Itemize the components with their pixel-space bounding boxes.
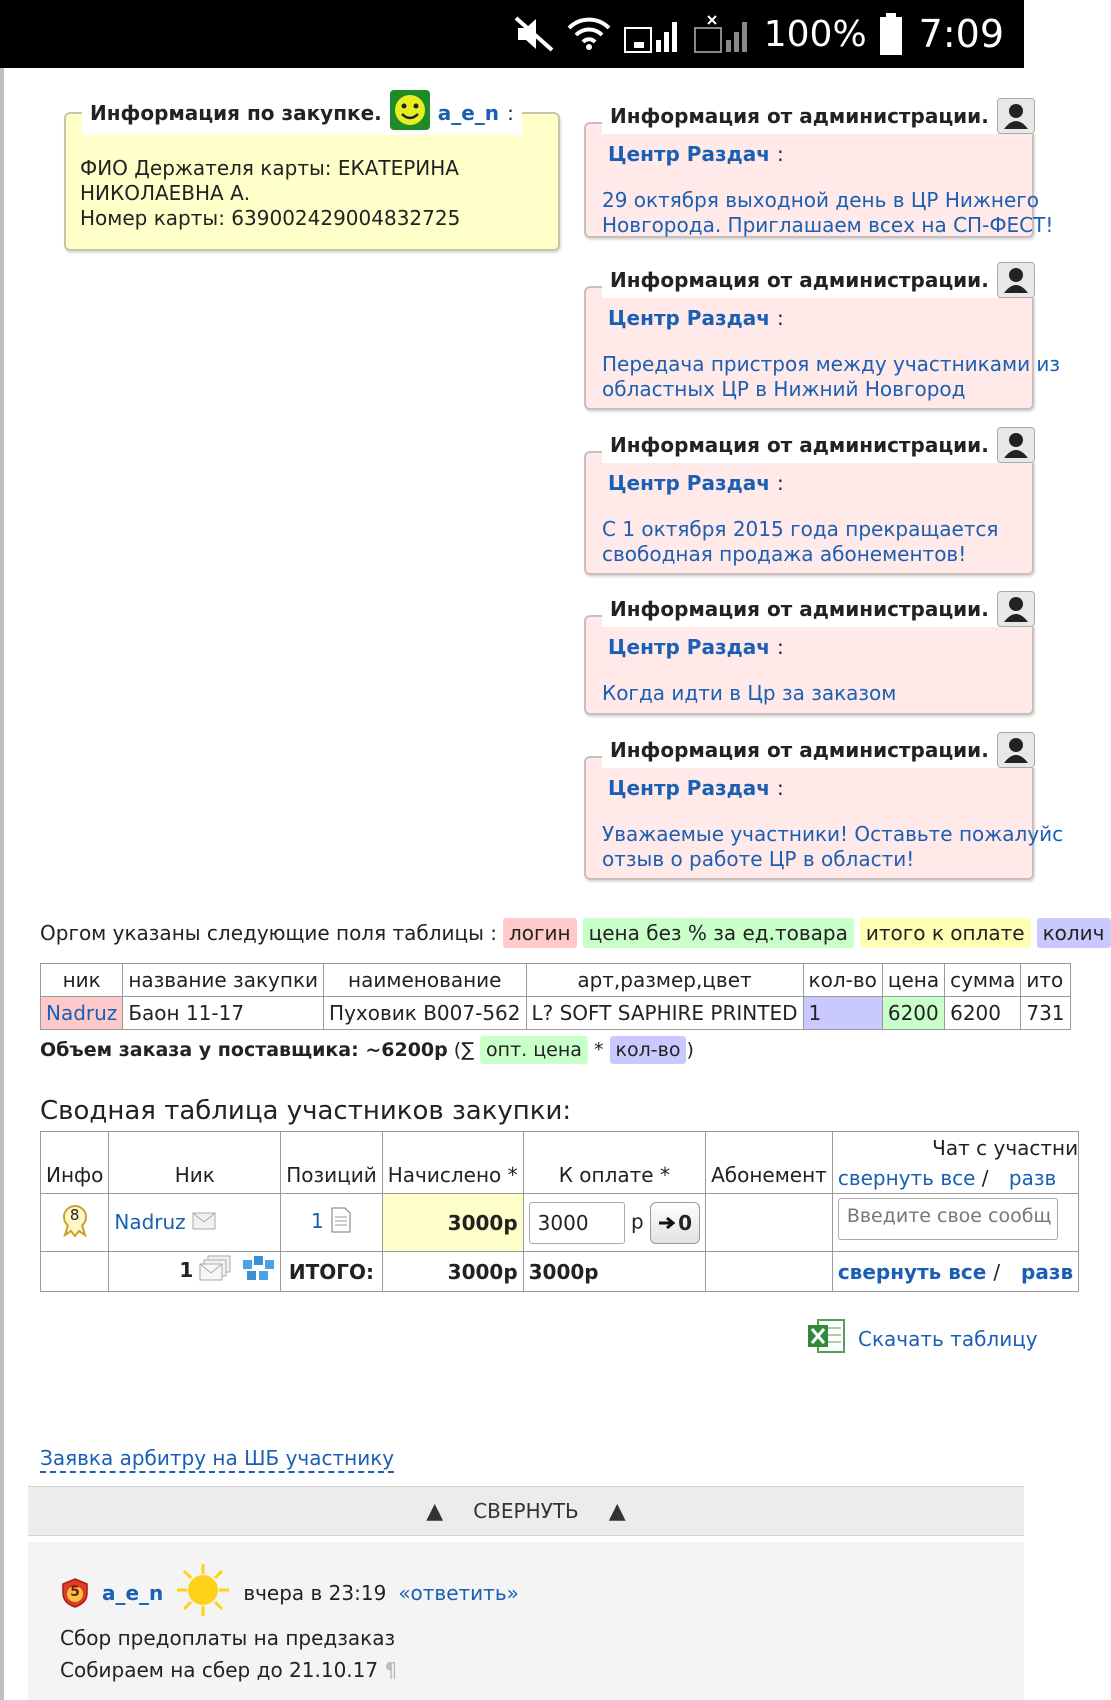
expand-all-link-bottom[interactable]: разв bbox=[1021, 1259, 1074, 1284]
admin-notice-title: Информация от администрации. bbox=[610, 433, 989, 457]
comment-reply-link[interactable]: «ответить» bbox=[398, 1580, 519, 1605]
admin-user-icon bbox=[997, 591, 1035, 627]
comment-time: вчера в 23:19 bbox=[243, 1580, 387, 1605]
collapse-all-link-bottom[interactable]: свернуть все bbox=[837, 1259, 987, 1284]
admin-notice-text-line-2[interactable]: Новгорода. Приглашаем всех на СП-ФЕСТ! bbox=[602, 213, 1054, 237]
admin-notice-text-line-2[interactable]: отзыв о работе ЦР в области! bbox=[602, 847, 915, 871]
orders-cell-article: L? SOFT SAPHIRE PRINTED bbox=[526, 997, 803, 1030]
comment-line-2-row bbox=[60, 1658, 397, 1682]
rank-shield-value: 5 bbox=[70, 1583, 80, 1600]
signal-sim2-icon bbox=[694, 14, 752, 54]
admin-notice-5 bbox=[584, 738, 1064, 880]
summary-total-empty bbox=[41, 1252, 109, 1292]
admin-notice-2 bbox=[584, 268, 1061, 410]
card-holder-line-1: ФИО Держателя карты: ЕКАТЕРИНА bbox=[80, 156, 459, 180]
set-zero-button[interactable] bbox=[650, 1202, 700, 1244]
orders-header-row bbox=[41, 964, 1071, 997]
comment-line-2: Собираем на сбер до 21.10.17 bbox=[60, 1658, 379, 1682]
summary-total-chat: свернуть все / разв bbox=[832, 1252, 1078, 1292]
signal-sim1-icon bbox=[624, 14, 682, 54]
summary-header-row bbox=[41, 1132, 1079, 1194]
summary-total-charged: 3000р bbox=[382, 1252, 523, 1292]
admin-user-icon bbox=[997, 98, 1035, 134]
admin-notice-legend bbox=[602, 98, 1043, 134]
orders-cell-purchase: Баон 11-17 bbox=[123, 997, 324, 1030]
group-users-icon[interactable] bbox=[241, 1254, 275, 1289]
admin-notice-legend bbox=[602, 732, 1043, 768]
summary-total-count-cell bbox=[109, 1252, 281, 1292]
admin-user-icon bbox=[997, 427, 1035, 463]
arrow-right-icon bbox=[658, 1215, 678, 1231]
card-number-line: Номер карты: 639002429004832725 bbox=[80, 206, 461, 230]
admin-notice-4 bbox=[584, 597, 1034, 715]
field-tag-login: логин bbox=[503, 918, 577, 948]
admin-notice-legend bbox=[602, 591, 1043, 627]
download-table-link[interactable]: Скачать таблицу bbox=[858, 1326, 1038, 1351]
admin-notice-legend bbox=[602, 262, 1043, 298]
summary-cell-charged: 3000р bbox=[382, 1194, 523, 1252]
summary-col-to-pay: К оплате * bbox=[523, 1132, 705, 1194]
table-fields-legend bbox=[40, 918, 1111, 948]
summary-cell-subscription bbox=[706, 1194, 833, 1252]
purchase-info-box bbox=[64, 100, 560, 251]
orders-col-nick: ник bbox=[41, 964, 123, 997]
admin-user-icon bbox=[997, 732, 1035, 768]
mass-mail-icon[interactable] bbox=[200, 1255, 234, 1288]
rating-badge-icon[interactable] bbox=[58, 1203, 92, 1237]
summary-table bbox=[40, 1131, 1079, 1292]
mute-icon bbox=[514, 16, 554, 52]
summary-cell-nick bbox=[109, 1194, 281, 1252]
card-holder-line-2: НИКОЛАЕВНА А. bbox=[80, 181, 251, 205]
orders-col-total: ито bbox=[1021, 964, 1070, 997]
arbiter-request-link[interactable]: Заявка арбитру на ШБ участнику bbox=[40, 1446, 394, 1473]
collapse-label[interactable]: СВЕРНУТЬ bbox=[473, 1499, 579, 1523]
battery-percent: 100% bbox=[763, 13, 867, 55]
summary-total-subscription bbox=[706, 1252, 833, 1292]
smiley-avatar-icon[interactable] bbox=[390, 90, 430, 135]
summary-cell-to-pay bbox=[523, 1194, 705, 1252]
admin-notice-text-line-1[interactable]: С 1 октября 2015 года прекращается bbox=[602, 517, 999, 541]
admin-notice-text-line-2[interactable]: свободная продажа абонементов! bbox=[602, 542, 967, 566]
fields-legend-prefix: Оргом указаны следующие поля таблицы : bbox=[40, 921, 498, 945]
volume-formula-times: * bbox=[593, 1039, 604, 1061]
comment-author-link[interactable]: a_e_n bbox=[102, 1580, 164, 1605]
admin-notice-author-link[interactable]: Центр Раздач bbox=[608, 142, 770, 166]
admin-notice-author: Центр Раздач : bbox=[608, 142, 784, 166]
summary-col-info: Инфо bbox=[41, 1132, 109, 1194]
orders-col-qty: кол-во bbox=[803, 964, 882, 997]
summary-total-row bbox=[41, 1252, 1079, 1292]
orders-cell-total: 731 bbox=[1021, 997, 1070, 1030]
summary-total-paid: 3000р bbox=[523, 1252, 705, 1292]
excel-icon[interactable] bbox=[808, 1318, 846, 1359]
admin-notice-3 bbox=[584, 433, 1034, 575]
comment-line-1: Сбор предоплаты на предзаказ bbox=[60, 1626, 396, 1650]
admin-notice-title: Информация от администрации. bbox=[610, 268, 989, 292]
summary-total-count: 1 bbox=[179, 1258, 194, 1282]
status-bar bbox=[0, 0, 1024, 68]
summary-col-nick: Ник bbox=[109, 1132, 281, 1194]
clock: 7:09 bbox=[918, 12, 1004, 56]
summary-title: Сводная таблица участников закупки: bbox=[40, 1096, 572, 1126]
summary-cell-positions bbox=[281, 1194, 383, 1252]
orders-table bbox=[40, 963, 1071, 1030]
comment-item bbox=[28, 1542, 1024, 1700]
admin-notice-title: Информация от администрации. bbox=[610, 104, 989, 128]
field-tag-price: цена без % за ед.товара bbox=[583, 918, 854, 948]
admin-notice-1 bbox=[584, 104, 1054, 238]
summary-cell-chat bbox=[832, 1194, 1078, 1252]
summary-chat-title: Чат с участни bbox=[932, 1135, 1079, 1160]
set-zero-label: 0 bbox=[678, 1210, 693, 1235]
admin-notice-text-line-1[interactable]: Передача пристроя между участниками из bbox=[602, 352, 1061, 376]
pilcrow-icon[interactable]: ¶ bbox=[384, 1658, 398, 1682]
admin-notice-text-line-1[interactable]: 29 октября выходной день в ЦР Нижнего bbox=[602, 188, 1039, 212]
field-tag-total: итого к оплате bbox=[860, 918, 1031, 948]
admin-notice-author: Центр Раздач : bbox=[608, 306, 784, 330]
summary-col-positions: Позиций bbox=[281, 1132, 383, 1194]
triangle-up-icon: ▲ bbox=[608, 1498, 626, 1524]
orders-col-purchase: название закупки bbox=[123, 964, 324, 997]
chat-message-input[interactable]: Введите свое сообщ bbox=[838, 1198, 1058, 1240]
admin-notice-text-line-1[interactable]: Когда идти в Цр за заказом bbox=[602, 681, 897, 705]
admin-notice-text-line-1[interactable]: Уважаемые участники! Оставьте пожалуйс bbox=[602, 822, 1064, 846]
summary-col-chat bbox=[832, 1132, 1078, 1194]
purchase-info-author-link[interactable]: a_e_n bbox=[437, 100, 500, 125]
volume-tag-qty: кол-во bbox=[610, 1036, 687, 1064]
summary-col-subscription: Абонемент bbox=[706, 1132, 833, 1194]
supplier-volume bbox=[40, 1036, 694, 1064]
volume-tag-opt-price: опт. цена bbox=[480, 1036, 588, 1064]
summary-cell-info bbox=[41, 1194, 109, 1252]
admin-notice-author-link[interactable]: Центр Раздач bbox=[608, 471, 770, 495]
volume-formula-open: (∑ bbox=[453, 1039, 474, 1061]
table-row bbox=[41, 1194, 1079, 1252]
orders-nick-link[interactable]: Nadruz bbox=[46, 1001, 118, 1025]
summary-total-label: ИТОГО: bbox=[281, 1252, 383, 1292]
rating-badge-value: 8 bbox=[69, 1206, 80, 1224]
orders-col-article: арт,размер,цвет bbox=[526, 964, 803, 997]
admin-notice-author: Центр Раздач : bbox=[608, 471, 784, 495]
document-icon[interactable] bbox=[330, 1207, 352, 1238]
volume-formula-close: ) bbox=[686, 1039, 694, 1061]
table-row bbox=[41, 997, 1071, 1030]
admin-notice-author: Центр Раздач : bbox=[608, 635, 784, 659]
comment-header bbox=[60, 1562, 519, 1623]
orders-cell-qty: 1 bbox=[803, 997, 882, 1030]
battery-icon bbox=[879, 13, 903, 55]
positions-count-link[interactable]: 1 bbox=[310, 1209, 324, 1233]
field-tag-qty: колич bbox=[1037, 918, 1111, 948]
purchase-info-title: Информация по закупке. bbox=[90, 100, 382, 125]
orders-col-price: цена bbox=[882, 964, 944, 997]
rank-shield-icon bbox=[60, 1577, 90, 1609]
participant-nick-link[interactable]: Nadruz bbox=[114, 1209, 186, 1234]
expand-all-link[interactable]: разв bbox=[1008, 1165, 1057, 1190]
page-content bbox=[0, 68, 1105, 1700]
admin-notice-author-link[interactable]: Центр Раздач bbox=[608, 635, 770, 659]
supplier-volume-label: Объем заказа у поставщика: ~6200р bbox=[40, 1039, 448, 1061]
admin-notice-text-line-2[interactable]: областных ЦР в Нижний Новгород bbox=[602, 377, 966, 401]
admin-notice-author-link[interactable]: Центр Раздач bbox=[608, 306, 770, 330]
admin-notice-author: Центр Раздач : bbox=[608, 776, 784, 800]
admin-notice-title: Информация от администрации. bbox=[610, 597, 989, 621]
purchase-info-colon: : bbox=[507, 100, 514, 125]
admin-notice-author-link[interactable]: Центр Раздач bbox=[608, 776, 770, 800]
admin-notice-title: Информация от администрации. bbox=[610, 738, 989, 762]
page-left-border bbox=[0, 68, 4, 1700]
wifi-icon bbox=[566, 16, 612, 52]
orders-col-name: наименование bbox=[324, 964, 526, 997]
orders-col-sum: сумма bbox=[945, 964, 1021, 997]
pay-amount-input[interactable]: 3000 bbox=[529, 1202, 625, 1244]
pay-currency: р bbox=[631, 1209, 644, 1233]
orders-cell-name: Пуховик B007-562 bbox=[324, 997, 526, 1030]
summary-col-charged: Начислено * bbox=[382, 1132, 523, 1194]
orders-cell-nick bbox=[41, 997, 123, 1030]
collapse-all-link[interactable]: свернуть все bbox=[837, 1165, 976, 1190]
orders-cell-sum: 6200 bbox=[945, 997, 1021, 1030]
admin-user-icon bbox=[997, 262, 1035, 298]
orders-cell-price: 6200 bbox=[882, 997, 944, 1030]
download-table[interactable] bbox=[808, 1318, 1038, 1359]
admin-notice-legend bbox=[602, 427, 1043, 463]
collapse-bar[interactable] bbox=[28, 1486, 1024, 1536]
sun-icon bbox=[175, 1562, 231, 1623]
mail-icon[interactable] bbox=[192, 1211, 216, 1235]
purchase-info-legend bbox=[82, 90, 522, 135]
chat-header-controls: свернуть все / разв bbox=[837, 1165, 1057, 1190]
triangle-up-icon: ▲ bbox=[426, 1498, 444, 1524]
